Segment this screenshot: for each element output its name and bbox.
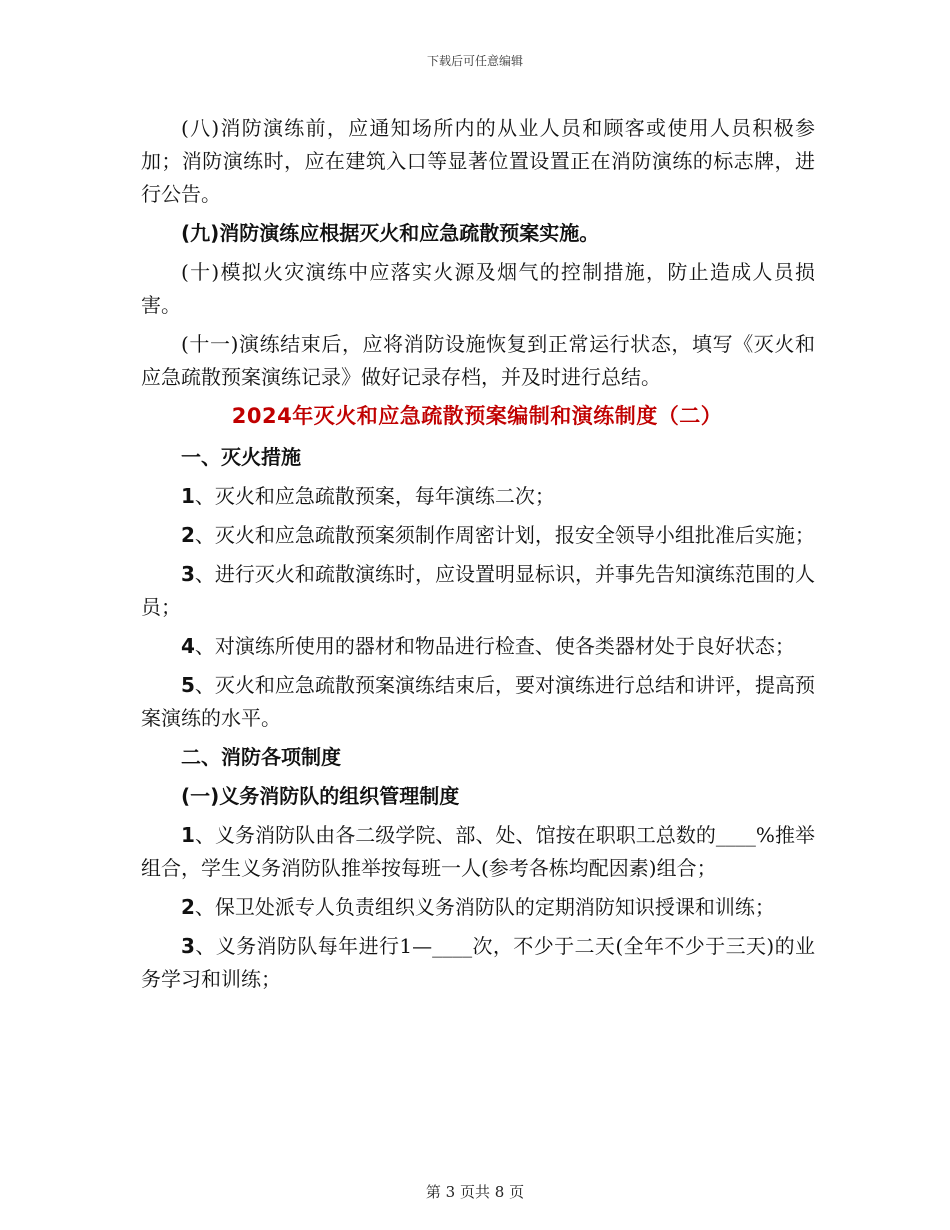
- list-item: [141, 480, 815, 513]
- paragraph-11: (十一)演练结束后，应将消防设施恢复到正常运行状态，填写《灭火和应急疏散预案演练记录》做好记录存档，并及时进行总结。: [141, 332, 815, 389]
- item-text: 、灭火和应急疏散预案须制作周密计划，报安全领导小组批准后实施；: [194, 523, 815, 547]
- document-title: 2024年灭火和应急疏散预案编制和演练制度（二）: [231, 404, 723, 428]
- item-number: 4: [181, 634, 195, 658]
- item-number: 2: [181, 523, 195, 547]
- list-item: [141, 630, 815, 663]
- list-item: [141, 819, 815, 885]
- paragraph-9: (九)消防演练应根据灭火和应急疏散预案实施。: [181, 221, 600, 245]
- item-number: 1: [181, 823, 195, 847]
- list-item: [141, 519, 815, 552]
- paragraph-8: (八)消防演练前，应通知场所内的从业人员和顾客或使用人员积极参加；消防演练时，应在建筑入口等显著位置设置正在消防演练的标志牌，进行公告。: [141, 116, 815, 206]
- document-body: [141, 112, 815, 1002]
- subsection-heading-1: (一)义务消防队的组织管理制度: [181, 784, 460, 808]
- item-text: 、灭火和应急疏散预案，每年演练二次；: [194, 484, 555, 508]
- list-item: [141, 930, 815, 996]
- item-text: 、义务消防队由各二级学院、部、处、馆按在职职工总数的____%推举组合，学生义务消防队推举按每班一人(参考各栋均配因素)组合；: [141, 823, 815, 880]
- list-item: [141, 891, 815, 924]
- item-number: 5: [181, 673, 195, 697]
- item-text: 、义务消防队每年进行1—____次，不少于二天(全年不少于三天)的业务学习和训练；: [141, 934, 815, 991]
- item-number: 2: [181, 895, 195, 919]
- item-text: 、灭火和应急疏散预案演练结束后，要对演练进行总结和讲评，提高预案演练的水平。: [141, 673, 815, 730]
- page-header: 下载后可任意编辑: [426, 54, 523, 68]
- item-text: 、保卫处派专人负责组织义务消防队的定期消防知识授课和训练；: [194, 895, 775, 919]
- item-number: 1: [181, 484, 195, 508]
- item-number: 3: [181, 562, 195, 586]
- item-text: 、对演练所使用的器材和物品进行检查、使各类器材处于良好状态；: [194, 634, 795, 658]
- list-item: [141, 558, 815, 624]
- section-heading-2: 二、消防各项制度: [181, 745, 341, 769]
- item-number: 3: [181, 934, 195, 958]
- paragraph-10: (十)模拟火灾演练中应落实火源及烟气的控制措施，防止造成人员损害。: [141, 260, 815, 317]
- section-heading-1: 一、灭火措施: [181, 445, 301, 469]
- list-item: [141, 669, 815, 735]
- item-text: 、进行灭火和疏散演练时，应设置明显标识，并事先告知演练范围的人员；: [141, 562, 815, 619]
- page-footer: 第 3 页共 8 页: [425, 1183, 525, 1201]
